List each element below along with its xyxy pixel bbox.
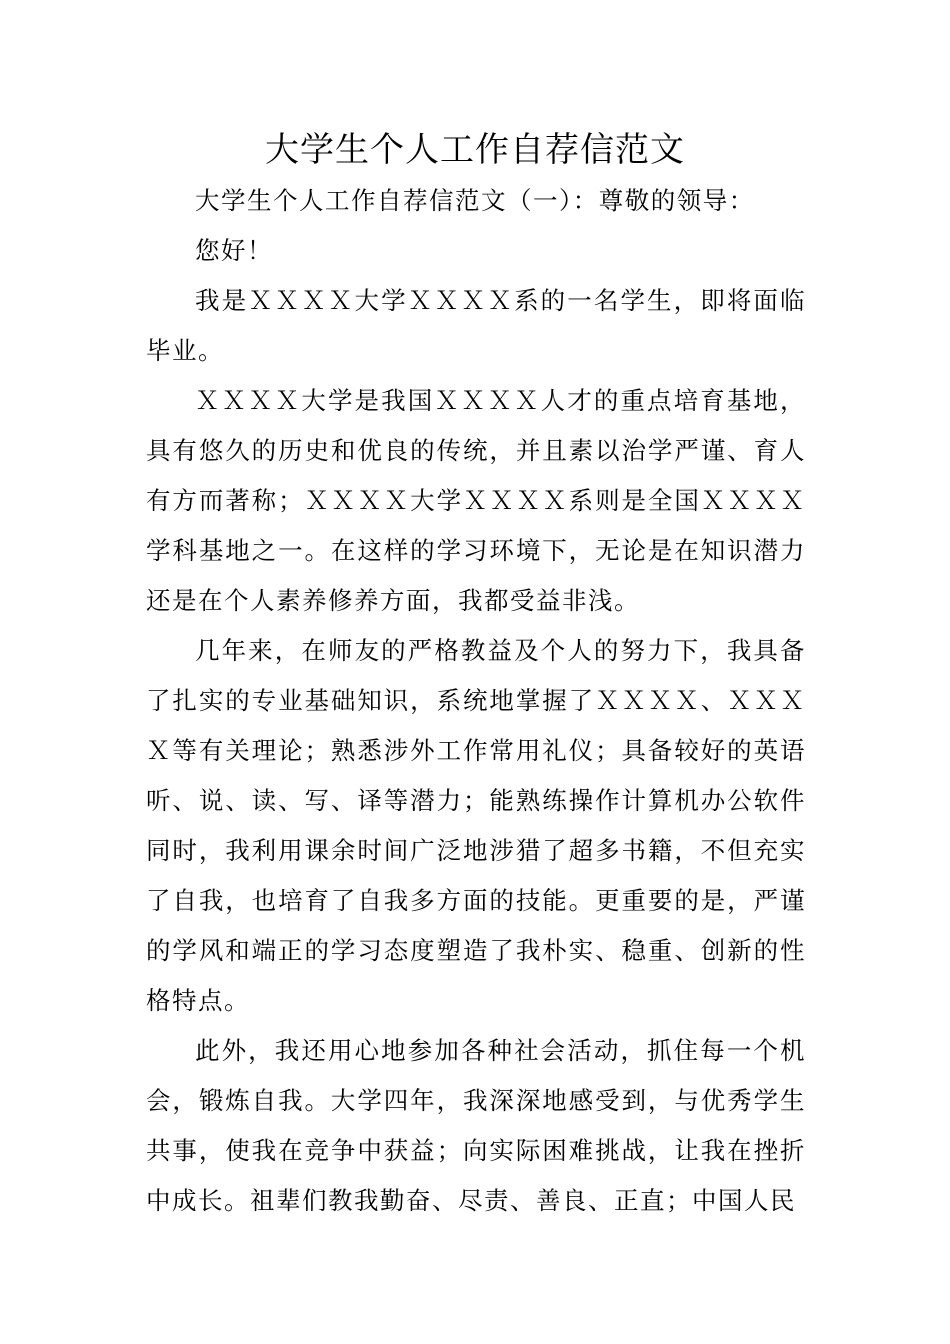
document-title: 大学生个人工作自荐信范文 bbox=[265, 130, 685, 170]
intro-paragraph: 我是ＸＸＸＸ大学ＸＸＸＸ系的一名学生，即将面临毕业。 bbox=[146, 286, 806, 365]
activities-paragraph: 此外，我还用心地参加各种社会活动，抓住每一个机会，锻炼自我。大学四年，我深深地感受到，与优秀学生共事，使我在竞争中获益；向实际困难挑战，让我在挫折中成长。祖辈们教我勤奋、尽责、善良、正直；中国人民 bbox=[146, 1036, 806, 1215]
university-paragraph: ＸＸＸＸ大学是我国ＸＸＸＸ人才的重点培育基地，具有悠久的历史和优良的传统，并且素以治学严谨、育人有方而著称；ＸＸＸＸ大学ＸＸＸＸ系则是全国ＸＸＸＸ学科基地之一。在这样的学习环境下，无论是在知识潜力还是在个人素养修养方面，我都受益非浅。 bbox=[146, 386, 806, 615]
document-body bbox=[146, 176, 806, 1226]
skills-paragraph: 几年来，在师友的严格教益及个人的努力下，我具备了扎实的专业基础知识，系统地掌握了ＸＸＸＸ、ＸＸＸＸ等有关理论；熟悉涉外工作常用礼仪；具备较好的英语听、说、读、写、译等潜力；能熟练操作计算机办公软件同时，我利用课余时间广泛地涉猎了超多书籍，不但充实了自我，也培育了自我多方面的技能。更重要的是，严谨的学风和端正的学习态度塑造了我朴实、稳重、创新的性格特点。 bbox=[146, 636, 806, 1015]
salutation-paragraph: 大学生个人工作自荐信范文（一）：尊敬的领导： bbox=[195, 186, 755, 215]
greeting-paragraph: 您好！ bbox=[195, 236, 273, 265]
